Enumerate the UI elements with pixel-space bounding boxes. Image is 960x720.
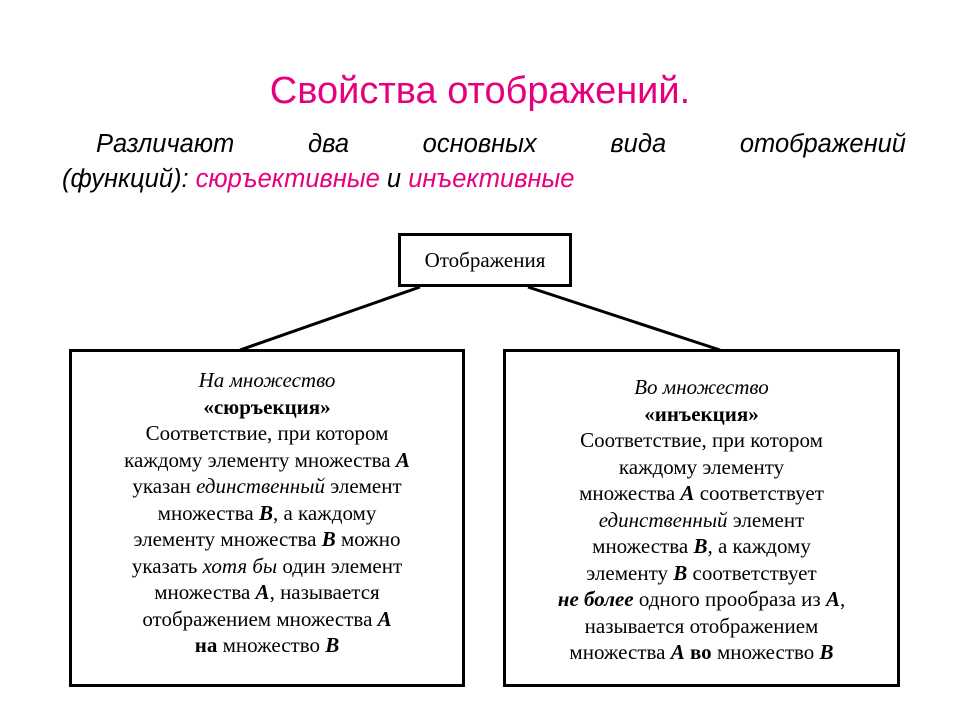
surjection-line: элементу множества B можно	[133, 527, 401, 551]
injection-box	[503, 349, 900, 687]
intro-word: вида	[610, 130, 667, 158]
surjection-line: на множество B	[194, 633, 340, 657]
injection-line: множества A во множество B	[569, 640, 834, 664]
injection-term: «инъекция»	[644, 401, 759, 426]
root-node-label: Отображения	[424, 247, 546, 272]
surjection-line: отображением множества A	[142, 606, 392, 631]
surjection-line: указать хотя бы один элемент	[131, 553, 403, 578]
surjection-line: Соответствие, при котором	[145, 421, 389, 445]
injective-term: инъективные	[408, 165, 575, 193]
connector-left	[240, 287, 420, 350]
injection-line: элементу B соответствует	[586, 560, 817, 585]
surjection-box	[69, 349, 465, 687]
injection-line: каждому элементу	[618, 454, 785, 479]
injection-line: множества A соответствует	[579, 481, 824, 505]
intro-conjunction: и	[379, 165, 409, 193]
injection-line: называется отображением	[584, 613, 819, 638]
injection-line: множества B, а каждому	[592, 534, 811, 558]
injection-line: единственный элемент	[598, 507, 805, 532]
surjection-line: каждому элементу множества A	[124, 447, 410, 472]
intro-word: основных	[422, 130, 537, 158]
intro-word: Различают	[96, 130, 235, 158]
surjection-heading: На множество	[198, 368, 336, 392]
intro-word: отображений	[739, 130, 906, 158]
root-node-box	[398, 233, 572, 287]
injection-heading: Во множество	[634, 375, 769, 399]
injection-line: не более одного прообраза из A,	[557, 587, 846, 611]
surjection-line: указан единственный элемент	[132, 474, 402, 498]
surjection-line: множества A, называется	[154, 580, 380, 604]
intro-prefix: (функций):	[62, 165, 196, 193]
injection-line: Соответствие, при котором	[580, 428, 823, 452]
intro-word: два	[307, 130, 349, 158]
surjection-term: «сюръекция»	[203, 394, 331, 419]
surjection-line: множества B, а каждому	[157, 500, 377, 525]
surjective-term: сюръективные	[195, 165, 380, 193]
connector-right	[528, 287, 720, 350]
slide-title: Свойства отображений.	[269, 70, 691, 112]
